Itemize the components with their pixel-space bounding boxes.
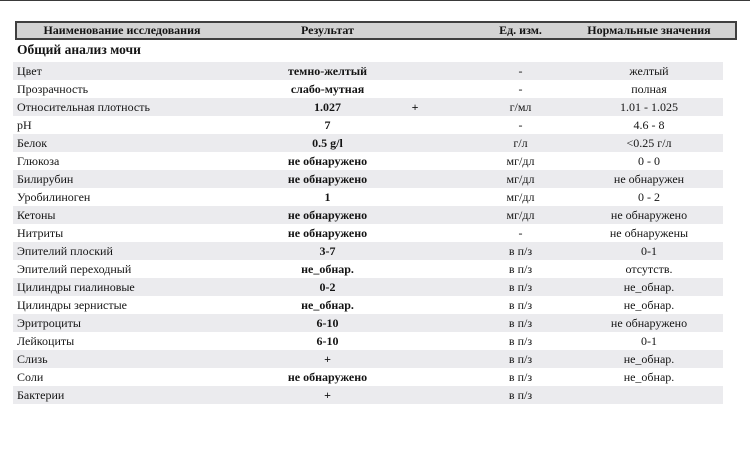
normal-range: не_обнар.	[623, 352, 675, 366]
abnormal-flag	[400, 332, 430, 350]
test-result: не обнаружено	[287, 154, 368, 168]
test-name: Глюкоза	[17, 154, 60, 168]
normal-range: не_обнар.	[623, 298, 675, 312]
table-row	[13, 134, 723, 152]
test-units: мг/дл	[506, 154, 535, 168]
test-name: Слизь	[17, 352, 48, 366]
test-units: в п/з	[508, 352, 533, 366]
abnormal-flag	[400, 278, 430, 296]
table-row	[13, 62, 723, 80]
table-row	[13, 296, 723, 314]
test-units: -	[518, 64, 523, 78]
table-row	[13, 278, 723, 296]
test-name: Нитриты	[17, 226, 64, 240]
test-units: в п/з	[508, 388, 533, 402]
test-units: -	[518, 82, 523, 96]
normal-range: не обнаружено	[610, 208, 688, 222]
table-row	[13, 242, 723, 260]
test-units: г/л	[513, 136, 528, 150]
section-title: Общий анализ мочи	[17, 42, 141, 57]
test-name: Цилиндры зернистые	[17, 298, 127, 312]
table-body	[0, 62, 750, 404]
table-row	[13, 188, 723, 206]
test-name: Уробилиноген	[17, 190, 91, 204]
test-result: не обнаружено	[287, 370, 368, 384]
test-units: мг/дл	[506, 172, 535, 186]
test-units: в п/з	[508, 298, 533, 312]
column-header-test-name: Наименование исследования	[43, 23, 201, 37]
test-result: 6-10	[316, 316, 339, 330]
test-units: в п/з	[508, 280, 533, 294]
test-units: -	[518, 226, 523, 240]
abnormal-flag	[400, 314, 430, 332]
abnormal-flag	[400, 170, 430, 188]
test-result: 0-2	[319, 280, 336, 294]
table-row	[13, 98, 723, 116]
table-row	[13, 314, 723, 332]
test-name: Цилиндры гиалиновые	[17, 280, 135, 294]
abnormal-flag: +	[411, 100, 419, 114]
test-result: +	[324, 352, 331, 366]
table-row	[13, 368, 723, 386]
test-units: в п/з	[508, 316, 533, 330]
test-units: мг/дл	[506, 208, 535, 222]
test-result: 6-10	[316, 334, 339, 348]
column-header-result: Результат	[300, 23, 354, 37]
test-units: г/мл	[509, 100, 532, 114]
abnormal-flag	[400, 350, 430, 368]
test-result: 1	[324, 190, 331, 204]
abnormal-flag	[400, 62, 430, 80]
test-result: слабо-мутная	[290, 82, 365, 96]
normal-range: 0-1	[641, 244, 657, 258]
test-name: Кетоны	[17, 208, 56, 222]
abnormal-flag	[400, 386, 430, 404]
column-header-normal-range: Нормальные значения	[587, 23, 711, 37]
test-result: не обнаружено	[287, 208, 368, 222]
test-name: Белок	[17, 136, 48, 150]
column-header-units: Ед. изм.	[499, 23, 542, 37]
test-name: Соли	[17, 370, 44, 384]
test-result: не обнаружено	[287, 172, 368, 186]
table-row	[13, 116, 723, 134]
normal-range: 0 - 2	[638, 190, 660, 204]
normal-range: 4.6 - 8	[633, 118, 665, 132]
table-row	[13, 332, 723, 350]
normal-range: 0-1	[641, 334, 657, 348]
test-units: в п/з	[508, 262, 533, 276]
test-name: Эпителий плоский	[17, 244, 113, 258]
table-row	[13, 224, 723, 242]
top-divider	[0, 0, 750, 1]
normal-range: не_обнар.	[623, 370, 675, 384]
test-name: Лейкоциты	[17, 334, 75, 348]
normal-range: не обнаружен	[613, 172, 685, 186]
table-row	[13, 350, 723, 368]
normal-range	[575, 386, 723, 404]
test-name: Эпителий переходный	[17, 262, 132, 276]
test-result: 1.027	[314, 100, 341, 114]
test-name: pH	[17, 118, 32, 132]
test-result: не обнаружено	[287, 226, 368, 240]
normal-range: 1.01 - 1.025	[620, 100, 678, 114]
normal-range: не_обнар.	[623, 280, 675, 294]
normal-range: отсутств.	[625, 262, 673, 276]
normal-range: 0 - 0	[638, 154, 660, 168]
abnormal-flag	[400, 152, 430, 170]
test-units: мг/дл	[506, 190, 535, 204]
test-name: Билирубин	[17, 172, 74, 186]
abnormal-flag	[400, 188, 430, 206]
test-name: Бактерии	[17, 388, 65, 402]
table-row	[13, 260, 723, 278]
normal-range: полная	[631, 82, 667, 96]
test-units: в п/з	[508, 370, 533, 384]
test-units: в п/з	[508, 334, 533, 348]
test-result: 3-7	[319, 244, 336, 258]
test-result: темно-желтый	[287, 64, 368, 78]
test-result: не_обнар.	[301, 262, 354, 276]
test-result: 7	[324, 118, 331, 132]
test-result: +	[324, 388, 331, 402]
test-name: Прозрачность	[17, 82, 89, 96]
normal-range: <0.25 г/л	[626, 136, 672, 150]
test-result: не_обнар.	[301, 298, 354, 312]
abnormal-flag	[400, 242, 430, 260]
abnormal-flag	[400, 116, 430, 134]
abnormal-flag	[400, 206, 430, 224]
abnormal-flag	[400, 80, 430, 98]
table-row	[13, 386, 723, 404]
normal-range: не обнаружено	[610, 316, 688, 330]
table-row	[13, 206, 723, 224]
abnormal-flag	[400, 368, 430, 386]
normal-range: не обнаружены	[609, 226, 689, 240]
test-name: Эритроциты	[17, 316, 81, 330]
test-units: в п/з	[508, 244, 533, 258]
table-row	[13, 80, 723, 98]
table-row	[13, 170, 723, 188]
test-result: 0.5 g/l	[312, 136, 343, 150]
test-name: Цвет	[17, 64, 42, 78]
abnormal-flag	[400, 224, 430, 242]
test-name: Относительная плотность	[17, 100, 150, 114]
table-row	[13, 152, 723, 170]
abnormal-flag	[400, 260, 430, 278]
test-units: -	[518, 118, 523, 132]
normal-range: желтый	[629, 64, 669, 78]
abnormal-flag	[400, 296, 430, 314]
abnormal-flag	[400, 134, 430, 152]
